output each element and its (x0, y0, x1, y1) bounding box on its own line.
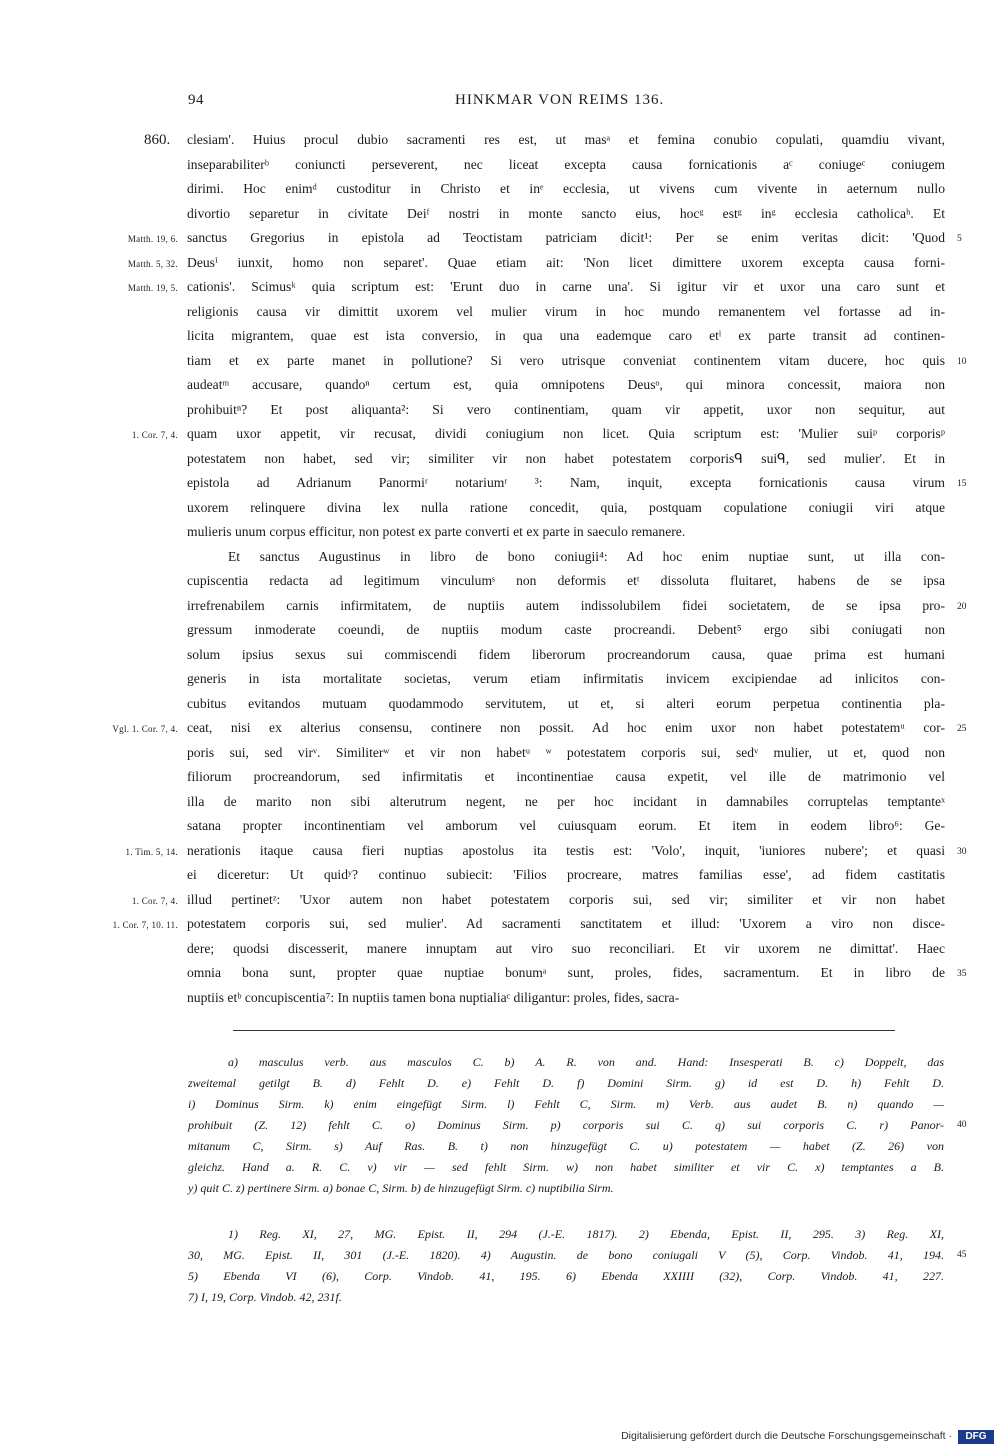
line-number: 10 (957, 356, 967, 367)
apparatus-line: gleichz. Hand a. R. C. v) vir — sed fehlt Sirm. w) non habet similiter et vir C. x) temptantes a B. (188, 1160, 944, 1174)
line-number: 20 (957, 601, 967, 612)
apparatus-line: i) Dominus Sirm. k) enim eingefügt Sirm. l) Fehlt C, Sirm. m) Verb. aus audet B. n) quando — (188, 1097, 944, 1111)
text-line: uxorem relinquere divina lex nulla ratione concedit, quia, postquam copulatione coniugii viri atque (187, 499, 945, 515)
footnote-divider (233, 1030, 895, 1031)
text-line: cationis'. Scimusᵏ quia scriptum est: 'Erunt duo in carne una'. Si igitur vir et uxor una caro sunt et (187, 279, 945, 294)
page-header (0, 92, 1000, 116)
running-title: HINKMAR VON REIMS 136. (455, 92, 665, 108)
text-line: solum ipsius sexus sui commiscendi fidem liberorum procreandorum causa, quae prima est humani (187, 646, 945, 662)
apparatus-line: a) masculus verb. aus masculos C. b) A. R. von and. Hand: Insesperati B. c) Doppelt, das (228, 1055, 944, 1069)
text-line: clesiam'. Huius procul dubio sacramenti res est, ut masᵃ et femina conubio copulati, quamdiu vivant, (187, 132, 945, 147)
source-line: 7) I, 19, Corp. Vindob. 42, 231f. (188, 1290, 342, 1304)
text-line: Et sanctus Augustinus in libro de bono coniugii⁴: Ad hoc enim nuptiae sunt, ut illa con- (228, 548, 945, 564)
digitization-footer (0, 1428, 1000, 1447)
apparatus-line: prohibuit (Z. 12) fehlt C. o) Dominus Sirm. p) corporis sui C. q) sui corporis C. r) Panor- (188, 1118, 944, 1132)
text-line: nuptiis etᵇ concupiscentia⁷: In nuptiis tamen bona nuptialiaᶜ diligantur: proles, fides, sacra- (187, 989, 680, 1005)
text-line: satana propter incontinentiam vel amborum vel cuiusquam eorum. Et item in eodem libro⁶: Ge- (187, 818, 945, 833)
text-line: prohibuitⁿ? Et post aliquanta²: Si vero continentiam, quam vir appetit, uxor non sequitur, aut (187, 401, 945, 417)
source-line: 5) Ebenda VI (6), Corp. Vindob. 41, 195. 6) Ebenda XXIIII (32), Corp. Vindob. 41, 227. (188, 1269, 944, 1283)
text-line: Deusⁱ iunxit, homo non separet'. Quae etiam ait: 'Non licet dimittere uxorem excepta causa forni- (187, 254, 945, 270)
text-line: epistola ad Adrianum Panormiʳ notariumʳ ³: Nam, inquit, excepta fornicationis causa virum (187, 475, 945, 490)
text-line: audeatᵐ accusare, quandoⁿ certum est, quia omnipotens Deusᵒ, qui minora concessit, maiora non (187, 377, 945, 392)
margin-reference: 1. Cor. 7, 4. (131, 430, 178, 440)
text-line: tiam et ex parte manet in pollutione? Si vero utrisque conveniat continentem vitam ducere, hoc quis (187, 352, 945, 368)
source-line: 30, MG. Epist. II, 301 (J.-E. 1820). 4) Augustin. de bono coniugali V (5), Corp. Vindob. 41, 194. (188, 1248, 944, 1262)
margin-reference: Vgl. 1. Cor. 7, 4. (112, 724, 178, 734)
page-number: 94 (188, 92, 204, 108)
text-line: sanctus Gregorius in epistola ad Teoctistam patriciam dicit¹: Per se enim veritas dicit: 'Quod (187, 230, 945, 245)
text-line: ei diceretur: Ut quidʸ? continuo subiecit: 'Filios procreare, matres familias esse', ad fidem castitatis (187, 867, 945, 882)
margin-reference: 1. Cor. 7, 10. 11. (112, 920, 178, 930)
year-marginal: 860. (144, 132, 171, 148)
text-line: nerationis itaque causa fieri nuptias apostolus ita testis est: 'Volo', inquit, 'iuniores nubere'; et quasi (187, 842, 945, 858)
source-line: 1) Reg. XI, 27, MG. Epist. II, 294 (J.-E. 1817). 2) Ebenda, Epist. II, 295. 3) Reg. XI, (228, 1227, 944, 1241)
margin-reference: Matth. 19, 5. (127, 283, 178, 293)
text-line: dirimi. Hoc enimᵈ custoditur in Christo et inᵉ ecclesia, ut vivens cum vivente in aeternum nullo (187, 181, 945, 196)
line-number: 45 (957, 1250, 967, 1260)
line-number: 35 (957, 969, 967, 979)
text-line: generis in ista mortalitate societas, verum etiam infirmitatis invicem excipiendae ad inlicitos con- (187, 671, 945, 686)
text-line: mulieris unum corpus efficitur, non potest ex parte converti et ex parte in saeculo remanere. (187, 524, 686, 539)
line-number: 15 (957, 479, 967, 489)
text-line: illa de marito non sibi alterutrum negent, ne per hoc incidant in damnabiles corruptelas temptanteˣ (187, 793, 945, 809)
margin-reference: Matth. 5, 32. (127, 258, 178, 269)
text-line: divortio separetur in civitate Deiᶠ nostri in monte sancto eius, hocᵍ estᵍ inᵍ ecclesia catholicaʰ. Et (187, 205, 945, 221)
text-line: inseparabiliterᵇ coniuncti perseverent, nec liceat excepta causa fornicationis aᶜ coniugeᶜ coniugem (187, 156, 945, 172)
text-line: licita migrantem, quae est ista conversio, in qua una eademque caro etˡ ex parte transit ad continen- (187, 328, 945, 343)
text-line: religionis causa vir dimittit uxorem vel mulier virum in hoc mundo remanentem vel fortasse ad in- (187, 303, 945, 319)
text-line: cupiscentia redacta ad legitimum vinculumˢ non deformis etᵗ dissoluta fluitaret, habens de se ipsa (187, 573, 945, 588)
dfg-logo: DFG (958, 1430, 994, 1444)
line-number: 40 (957, 1120, 967, 1130)
text-line: cubitus evitandos mutuam quodammodo servitutem, ut et, si alteri eorum perpetua continentia pla- (187, 695, 945, 711)
text-line: potestatem non habet, sed vir; similiter vir non habet potestatem corporisᑫ suiᑫ, sed mulier'. Et in (187, 450, 945, 466)
line-number: 25 (957, 724, 967, 734)
footer-credit: Digitalisierung gefördert durch die Deutsche Forschungsgemeinschaft · (621, 1430, 952, 1442)
apparatus-line: zweitemal getilgt B. d) Fehlt D. e) Fehlt D. f) Domini Sirm. g) id est D. h) Fehlt D. (188, 1076, 944, 1090)
line-number: 30 (957, 846, 967, 857)
text-line: omnia bona sunt, propter quae nuptiae bonumᵃ sunt, proles, fides, sacramentum. Et in libro de (187, 965, 945, 980)
margin-reference: 1. Tim. 5, 14. (125, 846, 178, 857)
margin-reference: 1. Cor. 7, 4. (131, 895, 178, 906)
margin-reference: Matth. 19, 6. (127, 234, 178, 244)
text-line: gressum inmoderate coeundi, de nuptiis modum caste procreandi. Debent⁵ ergo sibi coniugati non (187, 622, 945, 637)
line-number: 5 (957, 234, 962, 244)
text-line: dere; quodsi discesserit, manere innuptam aut viro suo reconciliari. Et vir uxorem ne dimittat'. Haec (187, 940, 945, 956)
apparatus-line: y) quit C. z) pertinere Sirm. a) bonae C, Sirm. b) de hinzugefügt Sirm. c) nuptibilia Sirm. (188, 1181, 614, 1195)
text-line: irrefrenabilem carnis infirmitatem, de nuptiis autem indissolubilem fidei societatem, de se ipsa pro- (187, 597, 945, 613)
text-line: illud pertinetᶻ: 'Uxor autem non habet potestatem corporis sui, sed vir; similiter et vir non habet (187, 891, 945, 907)
text-line: potestatem corporis sui, sed mulier'. Ad sacramenti sanctitatem et illud: 'Uxorem a viro non disce- (187, 916, 945, 931)
text-line: quam uxor appetit, vir recusat, dividi coniugium non licet. Quia scriptum est: 'Mulier suiᵖ corporisᵖ (187, 426, 945, 441)
text-line: ceat, nisi ex alterius consensu, continere non possit. Ad hoc enim uxor non habet potestatemᵘ cor- (187, 720, 945, 735)
text-line: filiorum procreandorum, sed infirmitatis et incontinentiae causa expetit, vel ille de matrimonio vel (187, 769, 945, 784)
text-line: poris sui, sed virᵛ. Similiterʷ et vir non habetᵘ ʷ potestatem corporis sui, sedᵛ mulier, ut et, quod non (187, 744, 945, 760)
apparatus-line: mitanum C, Sirm. s) Auf Ras. B. t) non hinzugefügt C. u) potestatem — habet (Z. 26) von (188, 1139, 944, 1153)
